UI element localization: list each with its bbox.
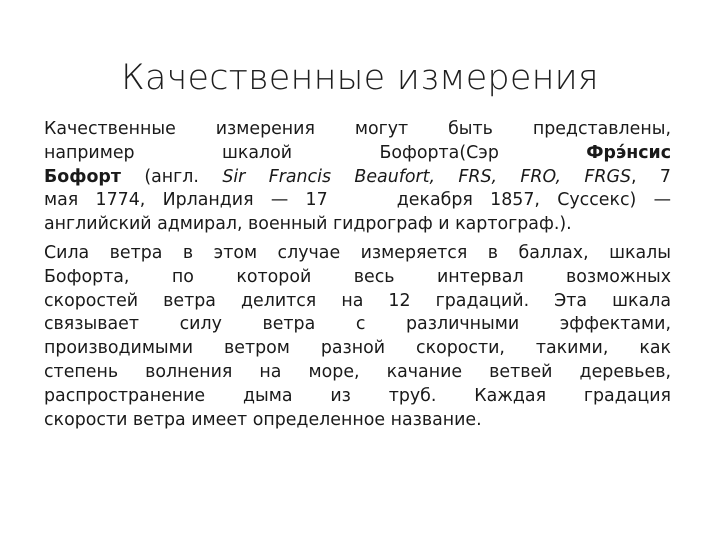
text-line: связывает силу ветра с различными эффектами, — [44, 314, 671, 335]
text-word: Бофорта(Сэр — [379, 142, 499, 163]
text-line — [44, 142, 671, 166]
text-line: производимыми ветром разной скорости, такими, как — [44, 338, 671, 359]
text-line — [44, 166, 671, 190]
text-line: английский адмирал, военный гидрограф и картограф.). — [44, 214, 572, 235]
text-line: скоростей ветра делится на 12 градаций. Эта шкала — [44, 290, 671, 311]
text-word: шкалой — [221, 142, 293, 163]
text-line: Сила ветра в этом случае измеряется в баллах, шкалы — [44, 242, 671, 263]
bold-name: Бофорт — [44, 166, 121, 187]
paragraph-beaufort-definition — [44, 118, 671, 237]
text-line: распространение дыма из труб. Каждая градация — [44, 385, 671, 406]
text-line: скорости ветра имеет определенное название. — [44, 409, 482, 430]
text-fragment: , 7 — [631, 166, 671, 187]
italic-english-name: Sir Francis Beaufort, FRS, FRO, FRGS — [222, 166, 631, 187]
bold-name: Фрэ́нсис — [586, 142, 672, 163]
text-fragment: (англ. — [120, 166, 223, 187]
text-line: мая 1774, Ирландия — 17 декабря 1857, Суссекс) — — [44, 190, 671, 211]
slide-body — [44, 118, 671, 432]
text-word: например — [44, 142, 135, 163]
text-line: степень волнения на море, качание ветвей деревьев, — [44, 361, 671, 382]
text-line: Качественные измерения могут быть представлены, — [44, 119, 671, 139]
text-line: Бофорта, по которой весь интервал возможных — [44, 266, 671, 287]
paragraph-wind-scale — [44, 242, 671, 432]
slide-title: Качественные измерения — [121, 58, 599, 98]
